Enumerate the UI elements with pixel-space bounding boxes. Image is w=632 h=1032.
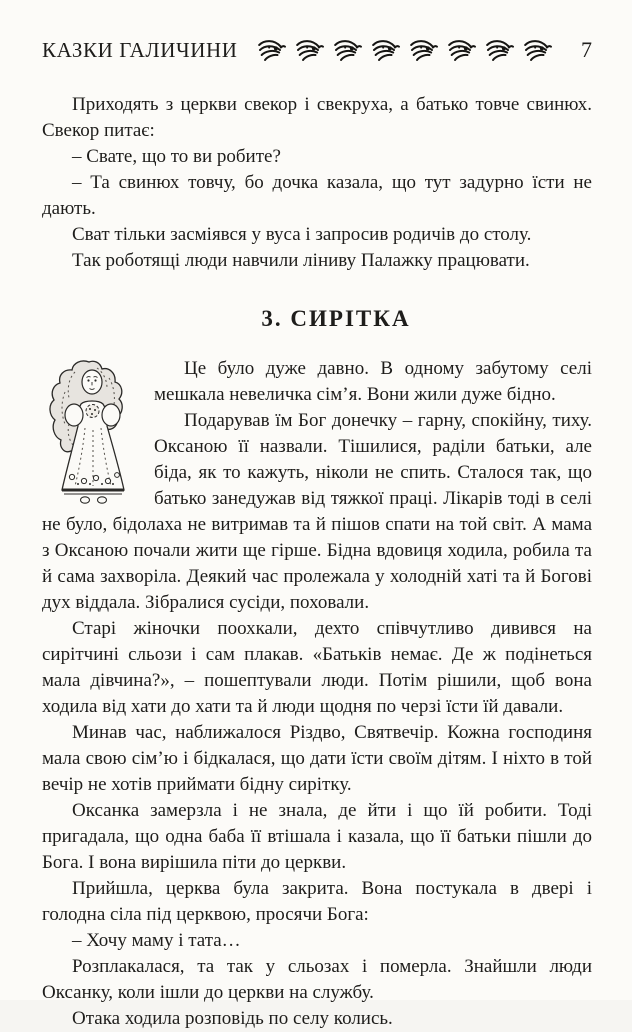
leaf-ornament-icon (369, 37, 399, 63)
intro-section (42, 92, 592, 274)
page-number: 7 (581, 37, 592, 62)
paragraph: Приходять з церкви свекор і свекруха, а батько товче свинюх. Свекор питає: (42, 94, 592, 141)
ornament-row (252, 37, 554, 63)
paragraph: Старі жіночки поохкали, дехто співчутливо дивився на сирітчині сльози і сам плакав. «Батьків немає. Де ж подінеться мала дівчина?», – пошептували люди. Потім рішили, щоб вона ходила від хати до хати та й люди щодня по черзі їсти їй давали. (42, 618, 592, 717)
leaf-ornament-icon (293, 37, 323, 63)
running-head (42, 34, 592, 66)
book-title: КАЗКИ ГАЛИЧИНИ (42, 37, 238, 62)
leaf-ornament-icon (483, 37, 513, 63)
paragraph: Отака ходила розповідь по селу колись. (72, 1008, 393, 1029)
paragraph: Так роботящі люди навчили ліниву Палажку працювати. (72, 250, 530, 271)
leaf-ornament-icon (407, 37, 437, 63)
paragraph: Минав час, наближалося Різдво, Святвечір. Кожна господиня мала свою сім’ю і бідкалася, що дати їсти своїм дітям. І ніхто в той вечір не хотів приймати бідну сирітку. (42, 722, 592, 795)
dialogue-line: – Хочу маму і тата… (72, 930, 241, 951)
leaf-ornament-icon (521, 37, 551, 63)
paragraph: Прийшла, церква була закрита. Вона постукала в двері і голодна сіла під церквою, просячи Бога: (42, 878, 592, 925)
dialogue-line: – Та свинюх товчу, бо дочка казала, що тут задурно їсти не дають. (42, 172, 592, 219)
leaf-ornament-icon (445, 37, 475, 63)
leaf-ornament-icon (255, 37, 285, 63)
story-section (42, 356, 592, 1032)
paragraph: Подарував їм Бог донечку – гарну, спокійну, тиху. Оксаною її назвали. Тішилися, раділи батьки, але біда, як то кажуть, ніколи не спить. Сталося так, що батько занедужав від тяжкої праці. Лікарів тоді в селі не було, бідолаха не витримав та й пішов спати на той світ. А мама з Оксаною почали жити ще гірше. Бідна вдовиця ходила, робила та й сама захворіла. Деякий час пролежала у холодній хаті та й Богові дух віддала. Зібралися сусіди, поховали. (42, 410, 592, 613)
paragraph: Сват тільки засміявся у вуса і запросив родичів до столу. (72, 224, 532, 245)
paragraph: Розплакалася, та так у сльозах і померла. Знайшли люди Оксанку, коли ішли до церкви на службу. (42, 956, 592, 1003)
girl-doll-illustration (44, 358, 142, 506)
story-title: 3. СИРІТКА (261, 306, 411, 331)
girl-doll-drawing (44, 358, 142, 506)
leaf-ornament-icon (331, 37, 361, 63)
dialogue-line: – Свате, що то ви робите? (72, 146, 281, 167)
paragraph: Оксанка замерзла і не знала, де йти і що їй робити. Тоді пригадала, що одна баба її втішала і казала, що її батьки пішли до Бога. І вона вирішила піти до церкви. (42, 800, 592, 873)
paragraph: Це було дуже давно. В одному забутому селі мешкала невеличка сім’я. Вони жили дуже бідно. (154, 358, 592, 405)
